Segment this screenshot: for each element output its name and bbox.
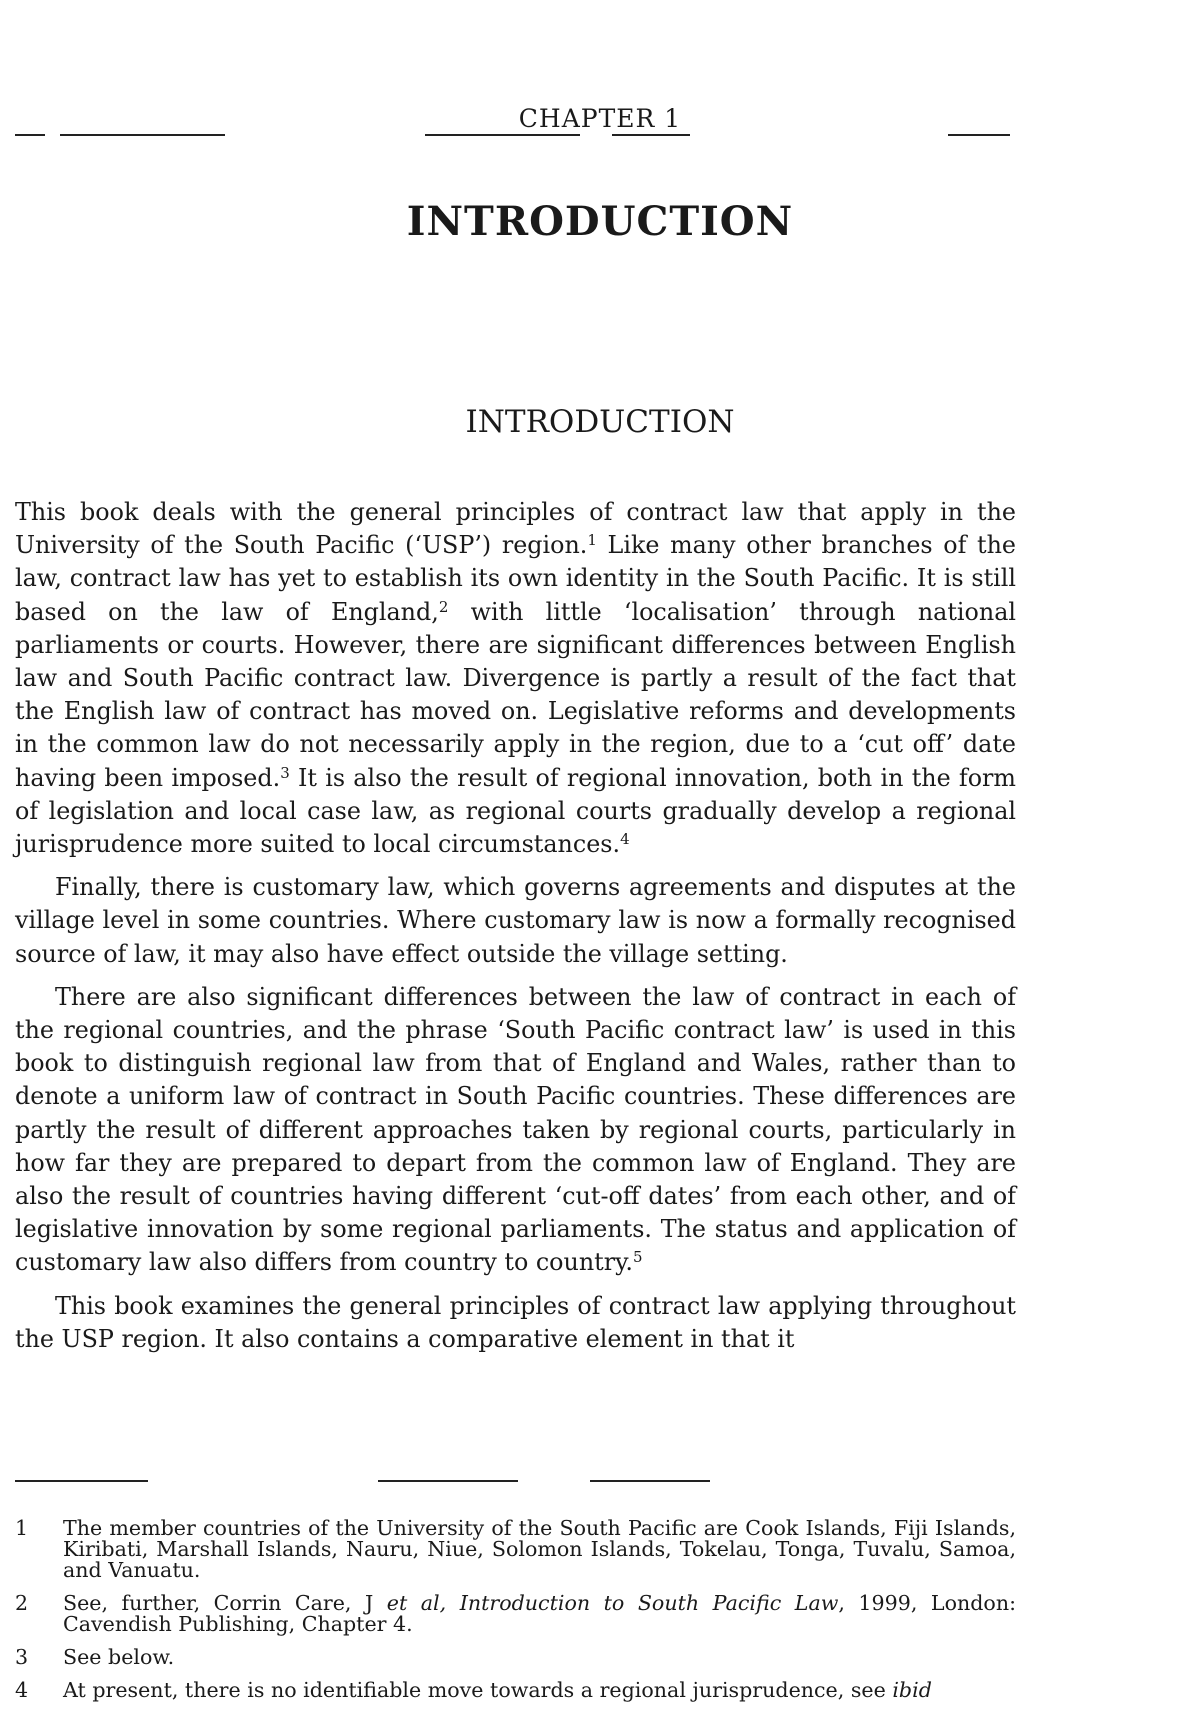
chapter-title: INTRODUCTION <box>406 198 794 245</box>
footnotes <box>15 1518 1016 1713</box>
footnote-number: 4 <box>15 1678 29 1702</box>
header-rule <box>948 134 1010 136</box>
header-rule <box>425 134 580 136</box>
body-text <box>15 496 1016 1356</box>
footnote-ref: 1 <box>587 531 597 550</box>
footnote-ref: 5 <box>632 1248 643 1267</box>
footnote <box>15 1680 1016 1701</box>
footnote <box>15 1647 1016 1668</box>
header-rule <box>15 134 45 136</box>
footnote-number: 3 <box>15 1645 29 1669</box>
footnote <box>15 1593 1016 1635</box>
footnote-text: The member countries of the University of the South Pacific are Cook Islands, Fiji Islands, Kiribati, Marshall Islands, Nauru, Niue, Solomon Islands, Tokelau, Tonga, Tuvalu, Samoa, and Vanuatu. <box>63 1516 1016 1582</box>
paragraph: This book examines the general principles of contract law applying throughout the USP region. It also contains a comparative element in that it <box>15 1291 1016 1353</box>
footnote-ref: 4 <box>620 830 630 849</box>
header-rule <box>60 134 225 136</box>
header-rule <box>612 134 690 136</box>
footnote-ref: 3 <box>280 763 290 782</box>
footnote <box>15 1518 1016 1581</box>
paragraph: There are also significant differences between the law of contract in each of the regional countries, and the phrase ‘South Pacific contract law’ is used in this book to distinguish regional law from that of England and Wales, rather than to denote a uniform law of contract in South Pacific countries. These differences are partly the result of different approaches taken by regional courts, particularly in how far they are prepared to depart from the common law of England. They are also the result of countries having different ‘cut-off dates’ from each other, and of legislative innovation by some regional parliaments. The status and application of customary law also differs from country to country.$^5$ <box>15 982 1016 1277</box>
footnote-text: See below. <box>63 1645 175 1669</box>
section-title: INTRODUCTION <box>465 404 735 440</box>
footnote-number: 1 <box>15 1516 29 1540</box>
footnote-number: 2 <box>15 1591 29 1615</box>
paragraph: This book deals with the general principles of contract law that apply in the University of the South Pacific (‘USP’) region.$^1$ Like many other branches of the law, contract law has yet to establish its own identity in the South Pacific. It is still based on the law of England,$^2$ with little ‘localisation’ through national parliaments or courts. However, there are significant differences between English law and South Pacific contract law. Divergence is partly a result of the fact that the English law of contract has moved on. Legislative reforms and developments in the common law do not necessarily apply in the region, due to a ‘cut off’ date having been imposed.$^3$ It is also the result of regional innovation, both in the form of legislation and local case law, as regional courts gradually develop a regional jurisprudence more suited to local circumstances.$^4$ <box>15 498 1017 859</box>
chapter-label: CHAPTER 1 <box>518 104 682 133</box>
footnote-rule <box>378 1480 518 1482</box>
footnote-ref: 2 <box>438 597 449 616</box>
footnote-text: See, further, Corrin Care, J et al, Introduction to South Pacific Law, 1999, London: Cavendish Publishing, Chapter 4. <box>63 1591 1017 1636</box>
footnote-rule <box>590 1480 710 1482</box>
footnote-text: At present, there is no identifiable move towards a regional jurisprudence, see ibid <box>63 1678 932 1702</box>
paragraph: Finally, there is customary law, which governs agreements and disputes at the village level in some countries. Where customary law is now a formally recognised source of law, it may also have effect outside the village setting. <box>15 873 1016 968</box>
footnote-rule <box>15 1480 148 1482</box>
